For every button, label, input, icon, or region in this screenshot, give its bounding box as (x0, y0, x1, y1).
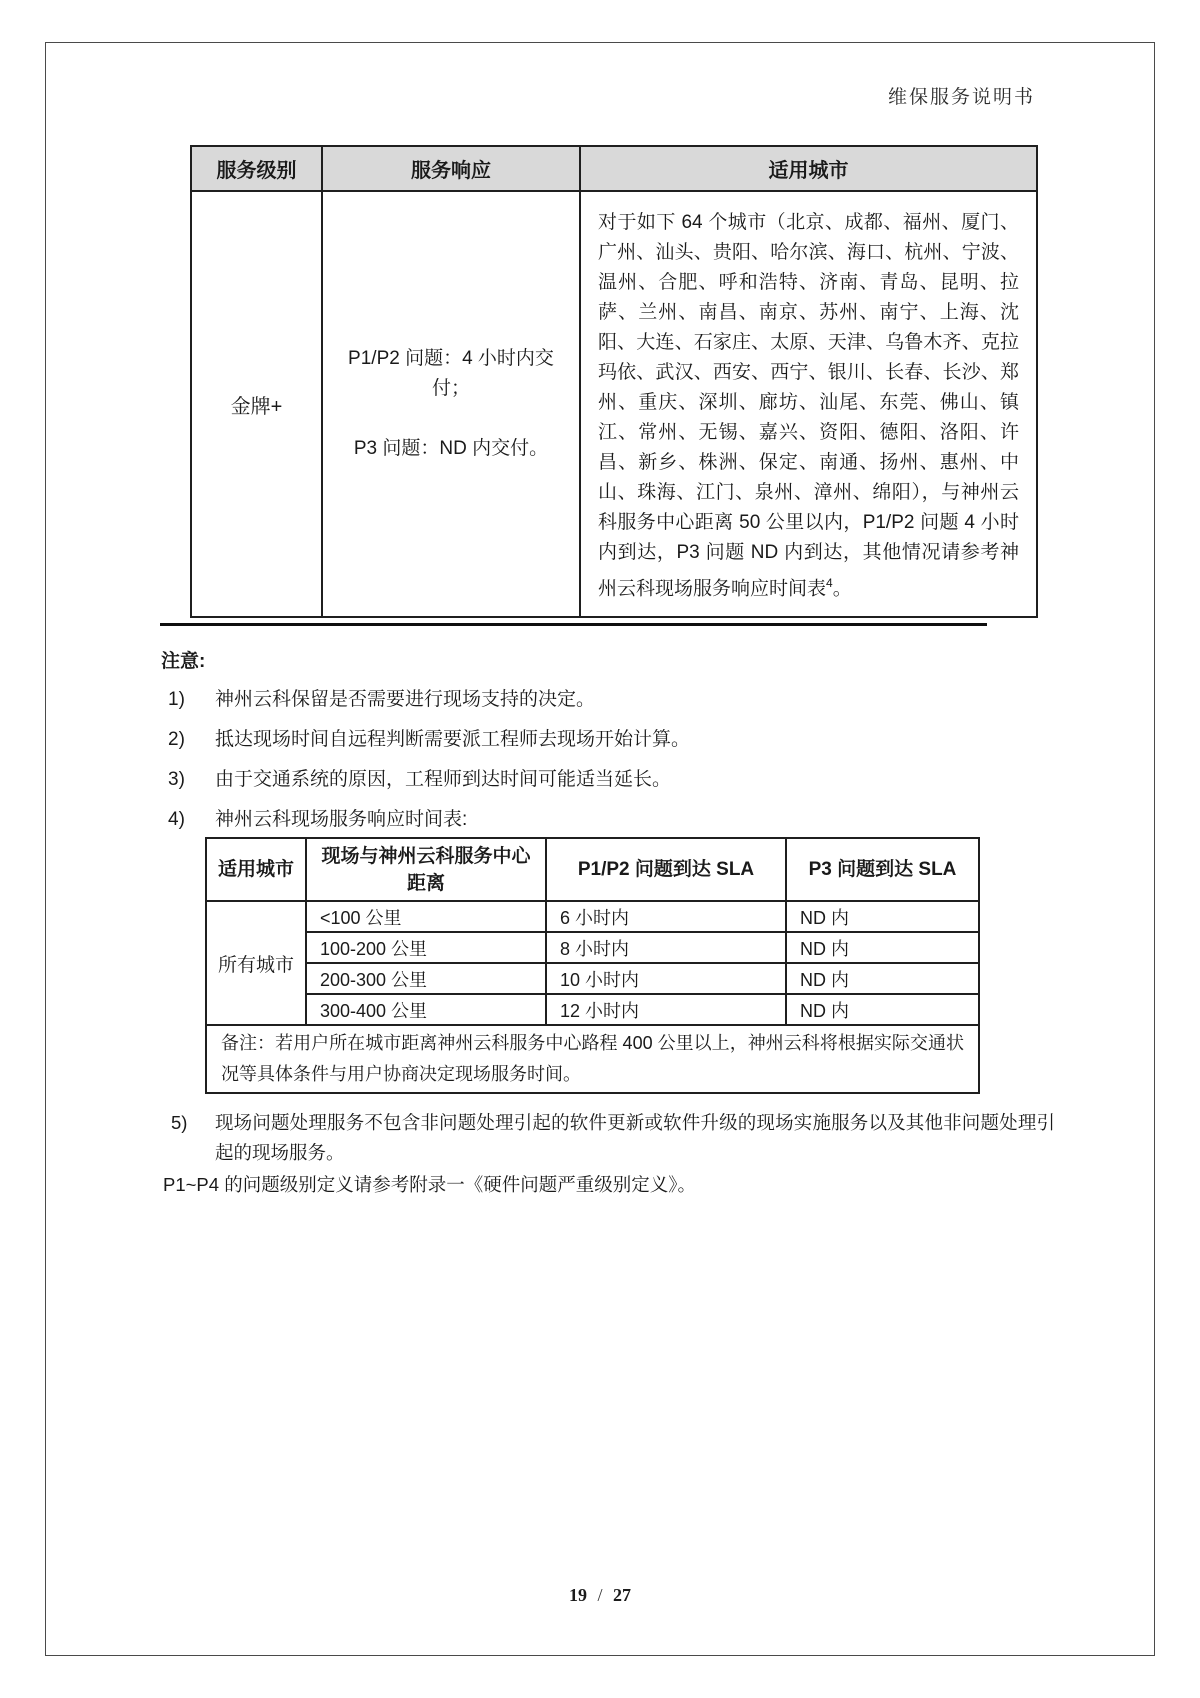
col-header-distance: 现场与神州云科服务中心距离 (306, 838, 546, 901)
p12-sla-cell: 12 小时内 (546, 994, 786, 1025)
table-row (206, 994, 979, 1025)
page-number (0, 1585, 1200, 1606)
section-divider-rule (160, 623, 987, 626)
note-number: 4) (168, 809, 185, 830)
response-line-p1p2: P1/P2 问题：4 小时内交付； (348, 348, 554, 400)
table-row (206, 932, 979, 963)
distance-cell: 200-300 公里 (306, 963, 546, 994)
note-number: 5) (171, 1112, 188, 1133)
p3-sla-cell: ND 内 (786, 901, 979, 932)
current-page-number: 19 (568, 1585, 587, 1605)
cities-paragraph: 对于如下 64 个城市（北京、成都、福州、厦门、广州、汕头、贵阳、哈尔滨、海口、杭州、宁波、温州、合肥、呼和浩特、济南、青岛、昆明、拉萨、兰州、南昌、南京、苏州、南宁、上海、沈阳、大连、石家庄、太原、天津、乌鲁木齐、克拉玛依、武汉、西安、西宁、银川、长春、长沙、郑州、重庆、深圳、廊坊、汕尾、东莞、佛山、镇江、常州、无锡、嘉兴、资阳、德阳、洛阳、许昌、新乡、株洲、保定、南通、扬州、惠州、中山、珠海、江门、泉州、漳州、绵阳），与神州云科服务中心距离 50 公里以内，P1/P2 问题 4 小时内到达，P3 问题 ND 内到达，其他情况请参考神州云科现场服务响应时间表 (598, 212, 1019, 600)
col-header-service-response: 服务响应 (322, 146, 580, 191)
table-remark-row (206, 1025, 979, 1093)
applicable-cities-cell (580, 191, 1037, 617)
note-text: 现场问题处理服务不包含非问题处理引起的软件更新或软件升级的现场实施服务以及其他非问题处理引起的现场服务。 (215, 1112, 1055, 1163)
cities-paragraph-tail: 。 (832, 578, 852, 600)
note-item-4 (168, 807, 1068, 833)
page-number-separator: / (597, 1585, 603, 1605)
col-header-p12-sla: P1/P2 问题到达 SLA (546, 838, 786, 901)
distance-cell: 300-400 公里 (306, 994, 546, 1025)
p12-sla-cell: 10 小时内 (546, 963, 786, 994)
note-item-2 (168, 727, 1068, 753)
note-item-3 (168, 767, 1068, 793)
table-row (206, 901, 979, 932)
note-text: 神州云科保留是否需要进行现场支持的决定。 (215, 689, 596, 710)
p3-sla-cell: ND 内 (786, 994, 979, 1025)
note-number: 2) (168, 729, 185, 750)
service-table-header-row (191, 146, 1037, 191)
note-number: 3) (168, 769, 185, 790)
service-response-cell (322, 191, 580, 617)
col-header-applicable-cities: 适用城市 (580, 146, 1037, 191)
response-line-p3: P3 问题：ND 内交付。 (353, 438, 549, 460)
note-text: 由于交通系统的原因，工程师到达时间可能适当延长。 (215, 769, 672, 790)
service-table-row (191, 191, 1037, 617)
note-text: 神州云科现场服务响应时间表: (215, 809, 468, 830)
table-remark: 备注：若用户所在城市距离神州云科服务中心路程 400 公里以上，神州云科将根据实际交通状况等具体条件与用户协商决定现场服务时间。 (206, 1025, 979, 1093)
table-row (206, 963, 979, 994)
note-text: 抵达现场时间自远程判断需要派工程师去现场开始计算。 (215, 729, 691, 750)
total-page-number: 27 (613, 1585, 631, 1605)
note-item-5 (171, 1108, 1055, 1168)
note-number: 1) (168, 689, 185, 710)
notes-heading: 注意: (161, 651, 206, 672)
service-level-table (190, 145, 1038, 618)
p3-sla-cell: ND 内 (786, 932, 979, 963)
footnote-reference: 4 (826, 576, 833, 590)
response-table-header-row (206, 838, 979, 901)
p12-sla-cell: 8 小时内 (546, 932, 786, 963)
col-header-city: 适用城市 (206, 838, 306, 901)
service-level-cell: 金牌+ (191, 191, 322, 617)
p3-sla-cell: ND 内 (786, 963, 979, 994)
distance-cell: <100 公里 (306, 901, 546, 932)
col-header-p3-sla: P3 问题到达 SLA (786, 838, 979, 901)
note-item-1 (168, 687, 1068, 713)
document-header-title: 维保服务说明书 (888, 87, 1036, 108)
closing-note: P1~P4 的问题级别定义请参考附录一《硬件问题严重级别定义》。 (163, 1174, 696, 1195)
distance-cell: 100-200 公里 (306, 932, 546, 963)
city-scope-cell: 所有城市 (206, 901, 306, 1025)
p12-sla-cell: 6 小时内 (546, 901, 786, 932)
response-time-table (205, 837, 980, 1094)
col-header-service-level: 服务级别 (191, 146, 322, 191)
